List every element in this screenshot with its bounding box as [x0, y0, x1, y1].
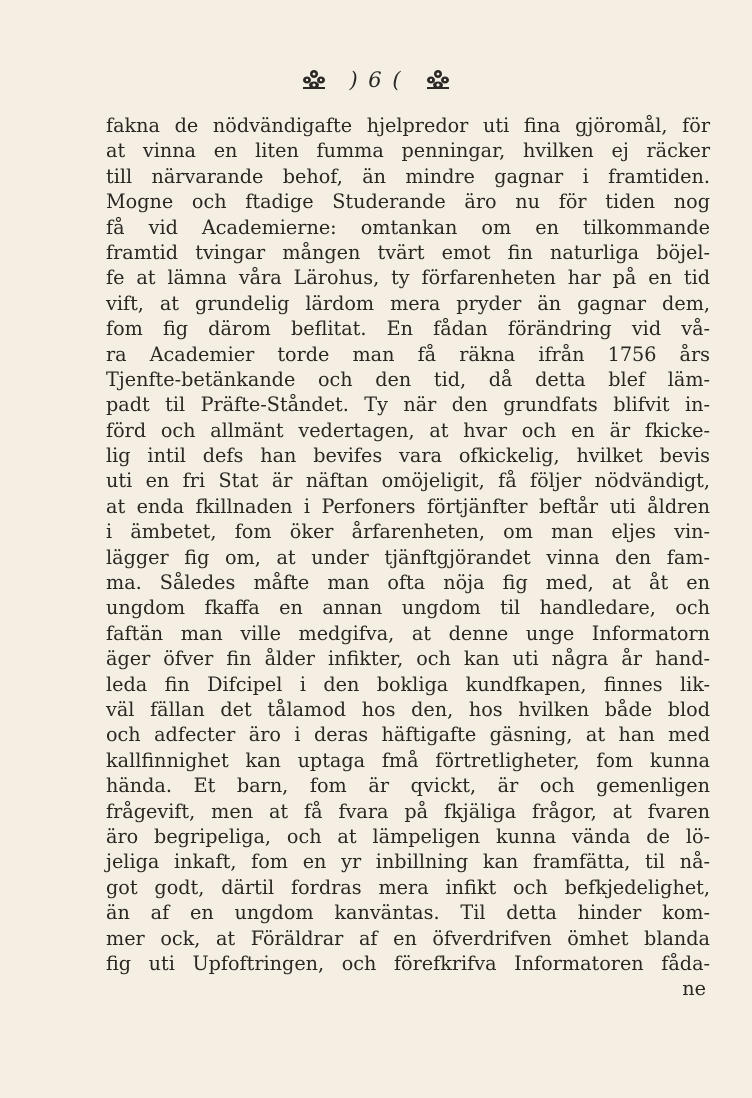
text-line: fe at lämna våra Lärohus, ty förfarenheten har på en tid	[106, 266, 710, 290]
text-line: got godt, därtil fordras mera infikt och befkjedelighet,	[106, 875, 710, 899]
text-line: faftän man ville medgifva, at denne unge Informatorn	[106, 621, 710, 645]
text-line: jeliga inkaft, fom en yr inbillning kan framfätta, til nå-	[106, 850, 710, 874]
text-line: framtid tvingar mången tvärt emot fin naturliga böjel-	[106, 240, 710, 264]
text-line: vift, at grundelig lärdom mera pryder än gagnar dem,	[106, 291, 710, 315]
text-line: ma. Således måfte man ofta nöja fig med, at åt en	[106, 571, 710, 595]
text-line: fom fig därom beflitat. En fådan förändring vid vå-	[106, 317, 710, 341]
floral-ornament-icon	[425, 68, 451, 90]
text-line: at enda fkillnaden i Perfoners förtjänfter beftår uti åldren	[106, 494, 710, 518]
text-line: väl fällan det tålamod hos den, hos hvilken både blod	[106, 697, 710, 721]
text-line: till närvarande behof, än mindre gagnar i framtiden.	[106, 164, 710, 188]
page-header	[0, 68, 752, 92]
text-line: lig intil defs han bevifes vara ofkickelig, hvilket bevis	[106, 444, 710, 468]
text-line: ra Academier torde man få räkna ifrån 1756 års	[106, 342, 710, 366]
text-line: ungdom fkaffa en annan ungdom til handledare, och	[106, 596, 710, 620]
text-line: få vid Academierne: omtankan om en tilkommande	[106, 215, 710, 239]
body-text	[106, 113, 710, 1002]
page-number: ) 6 (	[349, 68, 403, 92]
catchword: ne	[682, 977, 706, 1001]
text-line: leda fin Difcipel i den bokliga kundfkapen, finnes lik-	[106, 672, 710, 696]
text-line: lägger fig om, at under tjänftgjörandet vinna den fam-	[106, 545, 710, 569]
text-line: hända. Et barn, fom är qvickt, är och gemenligen	[106, 774, 710, 798]
text-line: förd och allmänt vedertagen, at hvar och en är fkicke-	[106, 418, 710, 442]
text-line: frågevift, men at få fvara på fkjäliga frågor, at fvaren	[106, 799, 710, 823]
text-line: kallfinnighet kan uptaga fmå förtretligheter, fom kunna	[106, 748, 710, 772]
text-line: i ämbetet, fom öker årfarenheten, om man eljes vin-	[106, 520, 710, 544]
text-line: Mogne och ftadige Studerande äro nu för tiden nog	[106, 190, 710, 214]
text-line: mer ock, at Föräldrar af en öfverdrifven ömhet blanda	[106, 926, 710, 950]
text-line: äro begripeliga, och at lämpeligen kunna vända de lö-	[106, 824, 710, 848]
text-line: fakna de nödvändigafte hjelpredor uti fina gjöromål, för	[106, 114, 710, 137]
text-line: och adfecter äro i deras häftigafte gäsning, at han med	[106, 723, 710, 747]
text-line: äger öfver fin ålder infikter, och kan uti några år hand-	[106, 647, 710, 671]
text-line: padt til Präfte-Ståndet. Ty när den grundfats blifvit in-	[106, 393, 710, 417]
text-line: än af en ungdom kanväntas. Til detta hinder kom-	[106, 901, 710, 925]
floral-ornament-icon	[301, 68, 327, 90]
text-line: at vinna en liten fumma penningar, hvilken ej räcker	[106, 139, 710, 163]
text-line: uti en fri Stat är näftan omöjeligit, få följer nödvändigt,	[106, 469, 710, 493]
text-line: Tjenfte-betänkande och den tid, då detta blef läm-	[106, 367, 710, 391]
text-line: fig uti Upfoftringen, och förefkrifva Informatoren fåda-	[106, 951, 710, 975]
